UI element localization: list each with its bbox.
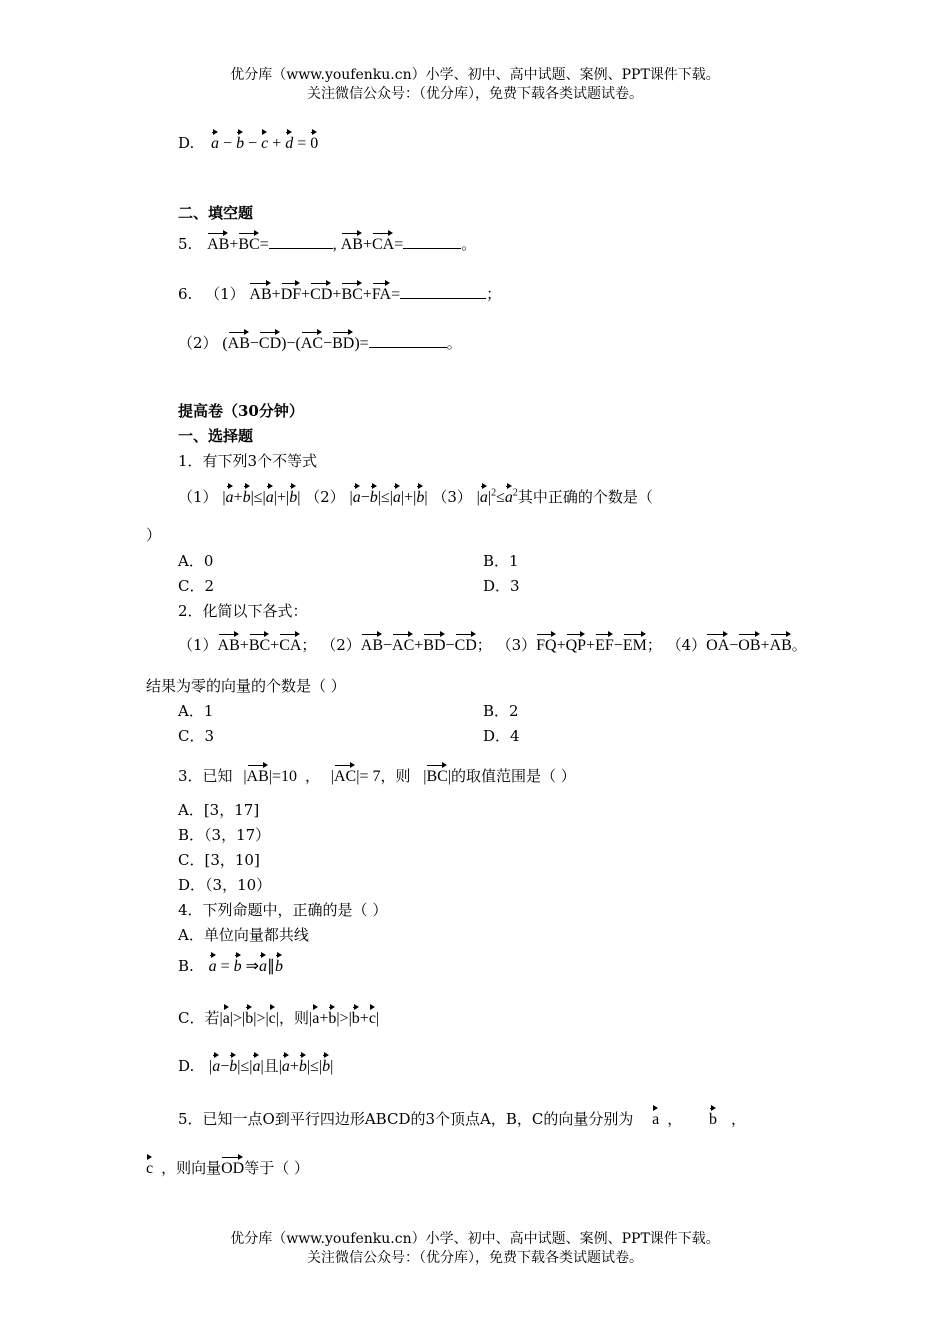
q3-option-d: D．（3，10） [178,876,272,894]
q2-option-a: A．1 [178,702,214,720]
q2-option-b: B．2 [483,702,519,720]
option-d-top [178,134,318,153]
question-6-part-2: （2） (AB−CD)−(AC−BD)= 。 [178,334,462,352]
q2-option-c: C．3 [178,727,215,745]
q1-option-b: B．1 [483,552,519,570]
section-heading-fill: 二、填空题 [178,204,254,222]
q4-option-a: A．单位向量都共线 [178,926,309,944]
q1-option-d: D．3 [483,577,520,595]
question-2-expressions: （1）AB+BC+CA； （2）AB−AC+BD−CD； （3）FQ+QP+EF−EM； （4）OA−OB+AB。 [178,636,807,654]
question-2-stem: 2．化简以下各式： [178,602,308,620]
question-5-stem: 5．已知一点O到平行四边形ABCD的3个顶点A，B，C的向量分别为 a ， b ， [178,1110,747,1128]
vector-expression: a − b − c + d = 0 [211,135,319,152]
q4-option-d: D. |a−b|≤|a|且|a+b|≤|b| [178,1057,334,1075]
zero-vector: 0 [310,135,319,152]
question-3-stem: 3．已知 |AB|=10 ， |AC|= 7，则 |BC|的取值范围是（ ） [178,767,576,785]
question-number: 6. [178,285,193,303]
option-label: D. [178,134,195,152]
q1-option-c: C．2 [178,577,215,595]
header-line-2: 关注微信公众号：（优分库），免费下载各类试题试卷。 [307,86,643,102]
section-heading-choice: 一、选择题 [178,427,254,445]
question-number: 5. [178,235,193,253]
vector-expression: (AB−CD)−(AC−BD)= [222,335,446,352]
vector-expression: AB+DF+CD+BC+FA= [249,286,486,303]
header-line-1: 优分库（www.youfenku.cn）小学、初中、高中试题、案例、PPT课件下载。 [230,67,720,83]
question-1-stem: 1．有下列3个不等式 [178,452,318,470]
question-2-tail: 结果为零的向量的个数是（ ） [146,677,346,695]
question-5-line-2: c ，则向量OD等于（ ） [146,1159,310,1177]
q3-option-a: A．[3，17] [178,801,260,819]
q3-option-b: B．（3，17） [178,826,271,844]
question-6-part-1: 6. （1） AB+DF+CD+BC+FA= ； [178,285,502,303]
advanced-title: 提高卷（30分钟） [178,402,304,420]
vector-expression: AB+BC= , AB+CA= [207,236,461,253]
q4-option-b: B. a = b ⇒a∥b [178,957,284,975]
question-5: 5. AB+BC= , AB+CA= 。 [178,235,477,253]
question-1-close: ） [146,526,162,544]
q3-option-c: C．[3，10] [178,851,260,869]
question-1-inequalities: （1） |a+b|≤|a|+|b| （2） |a−b|≤|a|+|b| （3） $|a|^2\le a^2$其中正确的个数是（ [178,487,653,506]
footer-line-1: 优分库（www.youfenku.cn）小学、初中、高中试题、案例、PPT课件下载。 [230,1231,720,1247]
question-4-stem: 4．下列命题中，正确的是（ ） [178,901,388,919]
q2-option-d: D．4 [483,727,520,745]
footer-line-2: 关注微信公众号：（优分库），免费下载各类试题试卷。 [307,1250,643,1266]
q1-option-a: A．0 [178,552,214,570]
q4-option-c: C．若|a|>|b|>|c|，则|a+b|>|b+c| [178,1009,380,1027]
